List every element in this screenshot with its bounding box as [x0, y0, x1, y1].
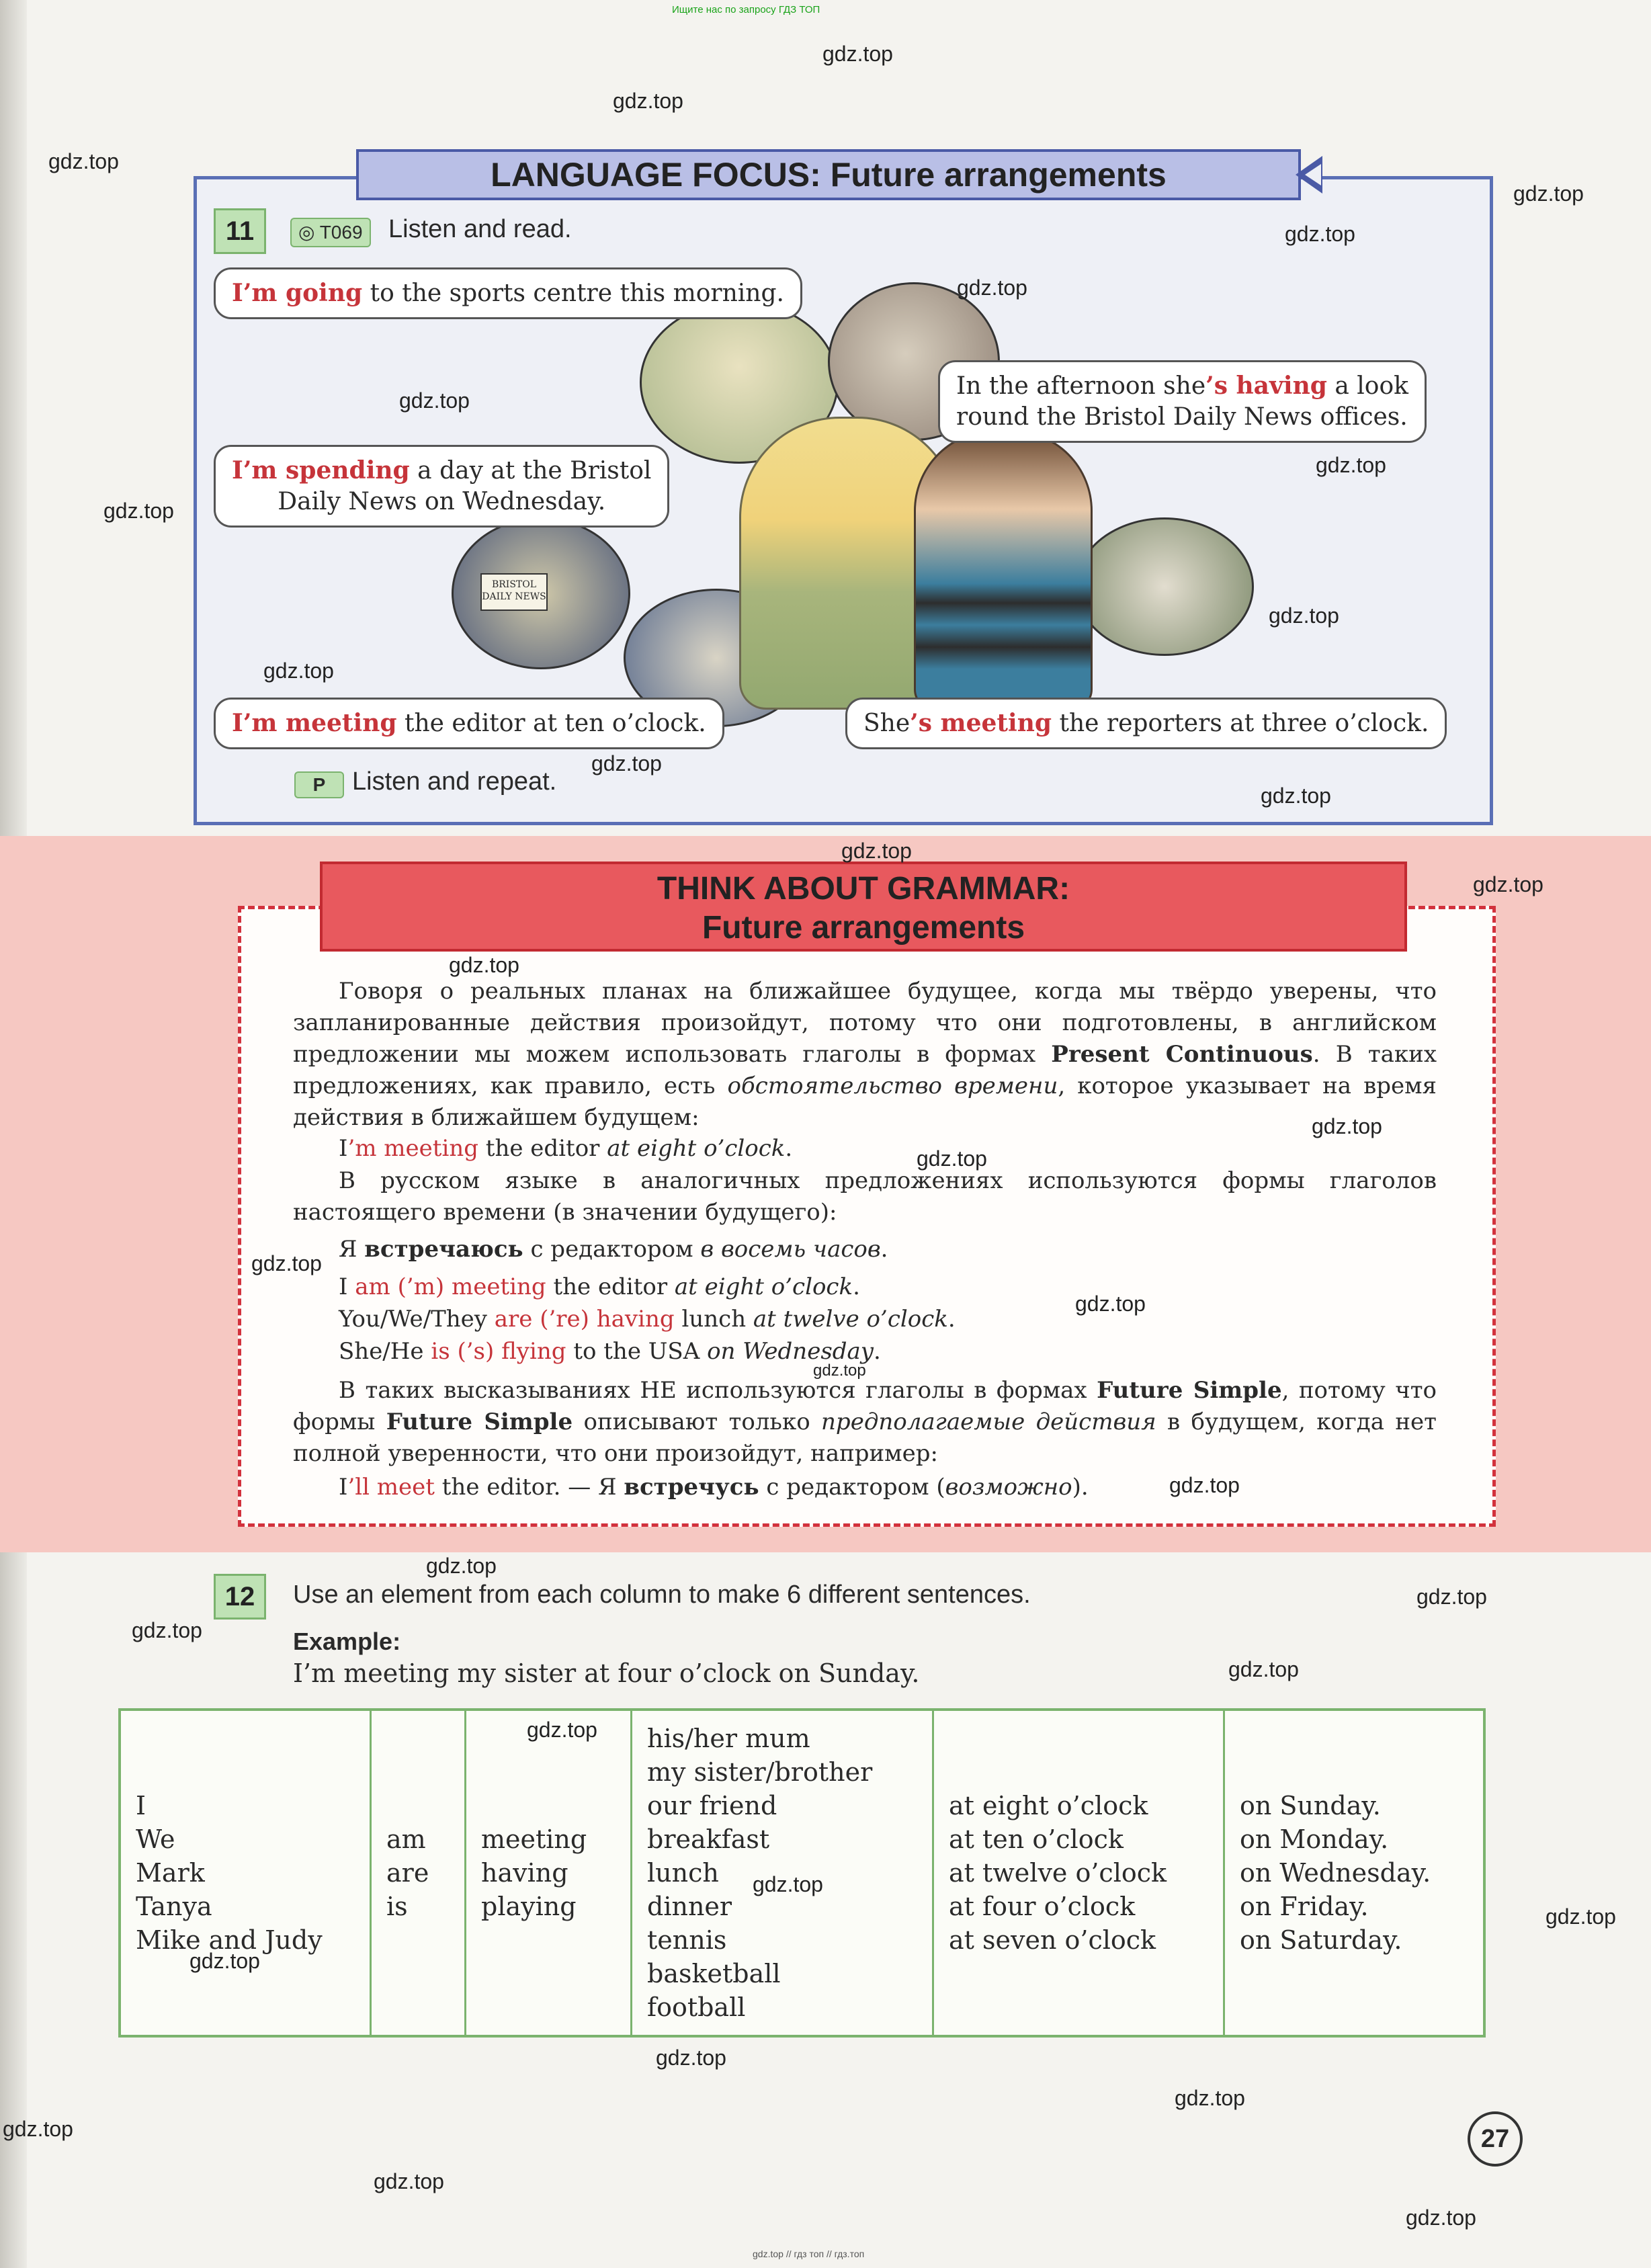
watermark: gdz.top — [822, 42, 893, 66]
newspaper-sign: BRISTOL DAILY NEWS — [480, 573, 548, 611]
text: . В таких предложениях, как правило, есть — [293, 1041, 1437, 1099]
watermark: gdz.top — [1416, 1585, 1487, 1609]
text: Я — [339, 1236, 365, 1263]
watermark: gdz.top — [813, 1361, 866, 1380]
table-cell-item: We — [136, 1824, 175, 1854]
column-be — [371, 1710, 466, 2036]
grammar-header-line2: Future arrangements — [702, 910, 1025, 946]
bubble-text: a day at the Bristol — [409, 457, 652, 485]
table-cell-item: our friend — [647, 1791, 777, 1820]
watermark: gdz.top — [399, 388, 470, 413]
speech-bubble-reporters — [845, 698, 1447, 749]
table-cell-item: playing — [481, 1892, 577, 1921]
time-phrase: at eight o’clock — [674, 1273, 853, 1300]
text: с редактором — [523, 1236, 701, 1263]
text: You/We/They — [339, 1306, 495, 1333]
bubble-highlight: I’m meeting — [232, 709, 397, 737]
column-times — [933, 1710, 1224, 2036]
watermark: gdz.top — [1175, 2086, 1245, 2110]
watermark: gdz.top — [3, 2117, 73, 2141]
bubble-text: Daily News on Wednesday. — [278, 488, 606, 515]
highlight: встречаюсь — [364, 1236, 523, 1263]
text: ). — [1072, 1474, 1089, 1501]
bubble-text: round the Bristol Daily News offices. — [956, 403, 1408, 431]
table-cell-item: is — [386, 1892, 408, 1921]
watermark: gdz.top — [426, 1554, 497, 1578]
watermark: gdz.top — [613, 89, 683, 113]
repeat-instruction: Listen and repeat. — [352, 767, 557, 796]
watermark: gdz.top — [48, 149, 119, 173]
table-cell-item: am — [386, 1824, 426, 1854]
term: Future Simple — [1097, 1377, 1282, 1404]
text: Говоря о реальных планах на ближайшее будущее, когда мы твёрдо уверены, что запланированные действия произойдут, потому что они подготовлены, в английском предложении мы можем использовать глаголы в формах — [293, 978, 1437, 1068]
grammar-header — [320, 862, 1407, 952]
watermark: gdz.top — [103, 499, 174, 523]
watermark: gdz.top — [841, 839, 912, 863]
watermark: gdz.top — [263, 659, 334, 683]
table-cell-item: on Friday. — [1240, 1892, 1369, 1921]
grammar-header-line1: THINK ABOUT GRAMMAR: — [657, 871, 1070, 907]
text: в будущем, когда нет полной уверенности, что они произойдут, например: — [293, 1409, 1437, 1467]
time-phrase: at eight o’clock — [607, 1135, 786, 1162]
time-phrase: on Wednesday — [707, 1338, 874, 1365]
watermark: gdz.top — [1316, 453, 1386, 477]
table-cell-item: at eight o’clock — [949, 1791, 1148, 1820]
watermark: gdz.top — [1513, 181, 1584, 206]
watermark: gdz.top — [1228, 1657, 1299, 1681]
watermark: gdz.top — [1269, 603, 1339, 628]
table-cell-item: dinner — [647, 1892, 732, 1921]
term-italic: обстоятельство времени — [727, 1073, 1058, 1099]
table-cell-item: football — [647, 1992, 746, 2022]
table-cell-item: breakfast — [647, 1824, 770, 1854]
table-cell-item: Tanya — [136, 1892, 212, 1921]
watermark: gdz.top — [1169, 1473, 1240, 1497]
watermark: gdz.top — [917, 1146, 987, 1171]
text: В таких высказываниях НЕ используются глаголы в формах — [339, 1377, 1097, 1404]
watermark: gdz.top — [957, 276, 1027, 300]
bubble-highlight: I’m going — [232, 279, 363, 307]
table-cell-item: his/her mum — [647, 1724, 810, 1753]
text: I — [339, 1273, 355, 1300]
grammar-example-5 — [339, 1336, 1482, 1368]
term: Present Continuous — [1051, 1041, 1313, 1068]
bubble-text: the editor at ten o’clock. — [396, 710, 706, 737]
bottom-link[interactable]: gdz.top // гдз топ // гдз.топ — [753, 2249, 865, 2259]
table-cell-item: Mark — [136, 1858, 205, 1888]
table-cell-item: having — [481, 1858, 568, 1888]
table-cell-item: basketball — [647, 1959, 781, 1988]
table-cell-item: at twelve o’clock — [949, 1858, 1167, 1888]
table-cell-item: lunch — [647, 1858, 719, 1888]
bubble-highlight: ’s having — [1205, 372, 1327, 400]
time-phrase: at twelve o’clock — [753, 1306, 948, 1333]
text: В русском языке в аналогичных предложениях используются формы глаголов настоящего времени (в значении будущего): — [293, 1167, 1437, 1226]
pronunciation-badge[interactable]: P — [294, 771, 344, 798]
grammar-paragraph-2 — [293, 1165, 1437, 1228]
bubble-text: In the afternoon she — [956, 372, 1206, 400]
example-label: Example: — [293, 1628, 401, 1655]
term-italic: предполагаемые действия — [821, 1409, 1156, 1435]
highlight: встречусь — [624, 1474, 759, 1501]
table-cell-item: on Saturday. — [1240, 1925, 1402, 1955]
text: the editor — [546, 1273, 675, 1300]
text: . — [874, 1338, 881, 1365]
bubble-text: She — [863, 710, 911, 737]
text: I — [339, 1135, 348, 1162]
speech-bubble-afternoon — [938, 360, 1427, 443]
text: the editor. — Я — [434, 1474, 624, 1501]
language-focus-header: LANGUAGE FOCUS: Future arrangements — [356, 149, 1301, 200]
exercise-11-number: 11 — [214, 208, 266, 254]
text: описывают только — [573, 1409, 822, 1435]
watermark: gdz.top — [527, 1718, 597, 1742]
illustration-newspaper-office — [452, 517, 630, 669]
highlight: are (’re) having — [494, 1306, 675, 1333]
highlight: am (’m) meeting — [355, 1273, 546, 1300]
table-cell-item: meeting — [481, 1824, 587, 1854]
page-number: 27 — [1468, 2111, 1523, 2167]
bubble-highlight: ’s meeting — [910, 709, 1052, 737]
highlight: ’m meeting — [347, 1135, 478, 1162]
text: с редактором ( — [759, 1474, 945, 1501]
text: to the USA — [566, 1338, 708, 1365]
illustration-boy — [914, 430, 1093, 710]
text: . — [947, 1306, 956, 1333]
text: . — [853, 1273, 860, 1300]
watermark: gdz.top — [1473, 872, 1543, 896]
grammar-paragraph-3 — [293, 1375, 1437, 1470]
bubble-text: to the sports centre this morning. — [362, 280, 784, 307]
grammar-paragraph-1 — [293, 976, 1437, 1134]
column-verbs — [466, 1710, 632, 2036]
exercise-12-number: 12 — [214, 1574, 266, 1620]
table-cell-item: Mike and Judy — [136, 1925, 323, 1955]
table-cell-item: are — [386, 1858, 429, 1888]
bubble-text: the reporters at three o’clock. — [1052, 710, 1429, 737]
audio-track-badge[interactable]: ◎ T069 — [290, 218, 371, 247]
speech-bubble-editor — [214, 698, 724, 749]
time-phrase: в восемь часов — [700, 1236, 881, 1263]
illustration-reporters — [1075, 517, 1254, 656]
watermark: gdz.top — [1546, 1904, 1616, 1929]
watermark: gdz.top — [1075, 1292, 1146, 1316]
grammar-example-2 — [339, 1234, 1482, 1265]
table-cell-item: at ten o’clock — [949, 1824, 1124, 1854]
table-cell-item: tennis — [647, 1925, 727, 1955]
watermark: gdz.top — [1261, 784, 1331, 808]
text: lunch — [674, 1306, 753, 1333]
watermark: gdz.top — [1285, 222, 1355, 246]
text: , которое указывает на время действия в ближайшем будущем: — [293, 1073, 1437, 1131]
table-cell-item: I — [136, 1791, 146, 1820]
grammar-example-6 — [339, 1472, 1482, 1503]
watermark: gdz.top — [656, 2046, 726, 2070]
text: . — [785, 1135, 793, 1162]
exercise-12-instruction: Use an element from each column to make 6 different sentences. — [293, 1581, 1031, 1609]
speech-bubble-sports — [214, 267, 802, 319]
watermark: gdz.top — [1406, 2206, 1476, 2230]
column-subjects — [120, 1710, 371, 2036]
grammar-example-3 — [339, 1271, 1482, 1303]
grammar-example-1 — [339, 1133, 1482, 1165]
bubble-highlight: I’m spending — [232, 456, 410, 485]
watermark: gdz.top — [449, 953, 519, 977]
text: I — [339, 1474, 348, 1501]
bubble-text: a look — [1326, 372, 1408, 400]
watermark: gdz.top — [189, 1949, 260, 1973]
watermark: gdz.top — [251, 1251, 322, 1275]
table-cell-item: my sister/brother — [647, 1757, 873, 1787]
speech-bubble-spending — [214, 445, 669, 528]
text: the editor — [478, 1135, 607, 1162]
table-cell-item: on Monday. — [1240, 1824, 1389, 1854]
highlight: is (’s) flying — [431, 1338, 566, 1365]
grammar-example-4 — [339, 1304, 1482, 1335]
watermark: gdz.top — [591, 751, 662, 775]
table-cell-item: on Sunday. — [1240, 1791, 1381, 1820]
text: . — [880, 1236, 888, 1263]
top-link[interactable]: Ищите нас по запросу ГДЗ ТОП — [672, 4, 820, 15]
header-arrow-inner — [1305, 164, 1321, 185]
text: She/He — [339, 1338, 431, 1365]
term: Future Simple — [386, 1409, 573, 1435]
watermark: gdz.top — [1312, 1114, 1382, 1138]
table-cell-item: at seven o’clock — [949, 1925, 1156, 1955]
highlight: ’ll meet — [347, 1474, 435, 1501]
watermark: gdz.top — [753, 1872, 823, 1896]
watermark: gdz.top — [374, 2169, 444, 2193]
watermark: gdz.top — [132, 1618, 202, 1642]
text: , потому что формы — [293, 1377, 1437, 1435]
text-italic: возможно — [945, 1474, 1072, 1501]
table-cell-item: on Wednesday. — [1240, 1858, 1431, 1888]
exercise-11-instruction: Listen and read. — [388, 215, 572, 243]
column-days — [1224, 1710, 1485, 2036]
example-sentence: I’m meeting my sister at four o’clock on Sunday. — [293, 1658, 920, 1688]
table-cell-item: at four o’clock — [949, 1892, 1136, 1921]
